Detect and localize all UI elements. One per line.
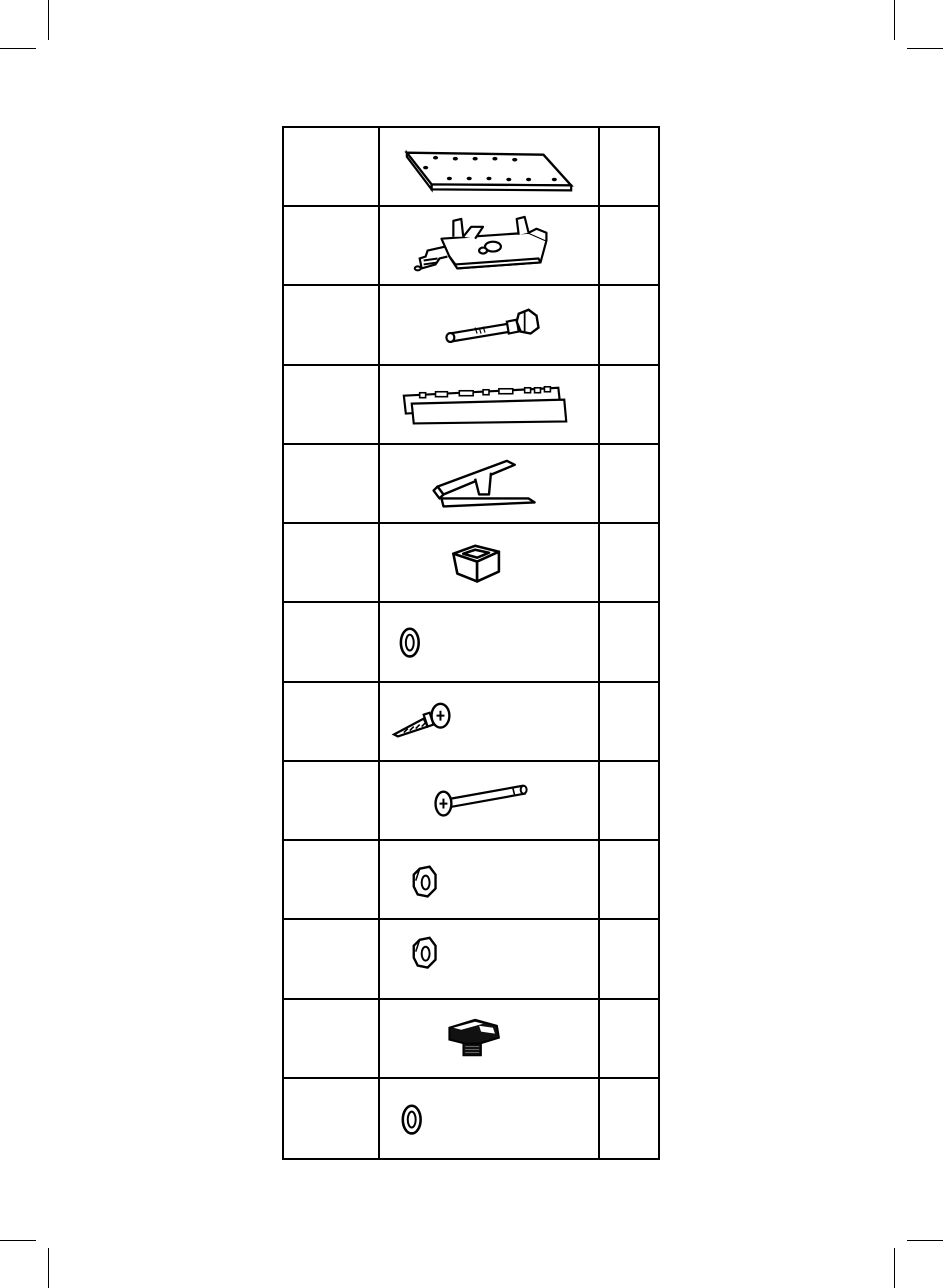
part-number-cell [284,445,380,524]
crop-mark [0,1240,36,1241]
hex-nut-icon [380,920,598,997]
part-number-cell [284,366,380,445]
crop-mark [48,0,49,40]
illustration-cell [380,762,600,841]
flat-washer-icon [380,1079,598,1158]
illustration-cell [380,366,600,445]
part-number-cell [284,841,380,920]
quantity-cell [600,1000,658,1079]
quantity-cell [600,1079,658,1158]
quantity-cell [600,366,658,445]
quantity-cell [600,524,658,603]
quantity-cell [600,207,658,286]
illustration-cell [380,920,600,999]
illustration-cell [380,683,600,762]
illustration-cell [380,1000,600,1079]
slotted-rail-pair-icon [380,366,598,443]
illustration-cell [380,207,600,286]
quantity-cell [600,841,658,920]
part-number-cell [284,207,380,286]
quantity-cell [600,683,658,762]
crop-mark [907,48,943,49]
phillips-machine-bolt-icon [380,762,598,839]
crop-mark [894,1248,895,1288]
quantity-cell [600,762,658,841]
part-number-cell [284,1000,380,1079]
crop-mark [0,48,36,49]
crop-mark [894,0,895,40]
part-number-cell [284,920,380,999]
t-knob-icon [380,1000,598,1077]
quantity-cell [600,603,658,682]
quantity-cell [600,286,658,365]
illustration-cell [380,841,600,920]
flat-washer-icon [380,603,598,680]
roller-clamp-bracket-icon [380,207,598,284]
part-number-cell [284,603,380,682]
quantity-cell [600,128,658,207]
phillips-wood-screw-icon [380,683,598,760]
hex-nut-icon [380,841,598,918]
part-number-cell [284,286,380,365]
illustration-cell [380,1079,600,1158]
part-number-cell [284,128,380,207]
lever-clip-icon [380,445,598,522]
part-number-cell [284,1079,380,1158]
illustration-cell [380,445,600,524]
crop-mark [48,1248,49,1288]
part-number-cell [284,524,380,603]
parts-table [282,126,660,1160]
quantity-cell [600,920,658,999]
illustration-cell [380,128,600,207]
square-cap-icon [380,524,598,601]
illustration-cell [380,603,600,682]
part-number-cell [284,683,380,762]
perforated-plate-icon [380,128,598,205]
illustration-cell [380,524,600,603]
quantity-cell [600,445,658,524]
part-number-cell [284,762,380,841]
crop-mark [907,1240,943,1241]
hex-bolt-icon [380,286,598,363]
illustration-cell [380,286,600,365]
